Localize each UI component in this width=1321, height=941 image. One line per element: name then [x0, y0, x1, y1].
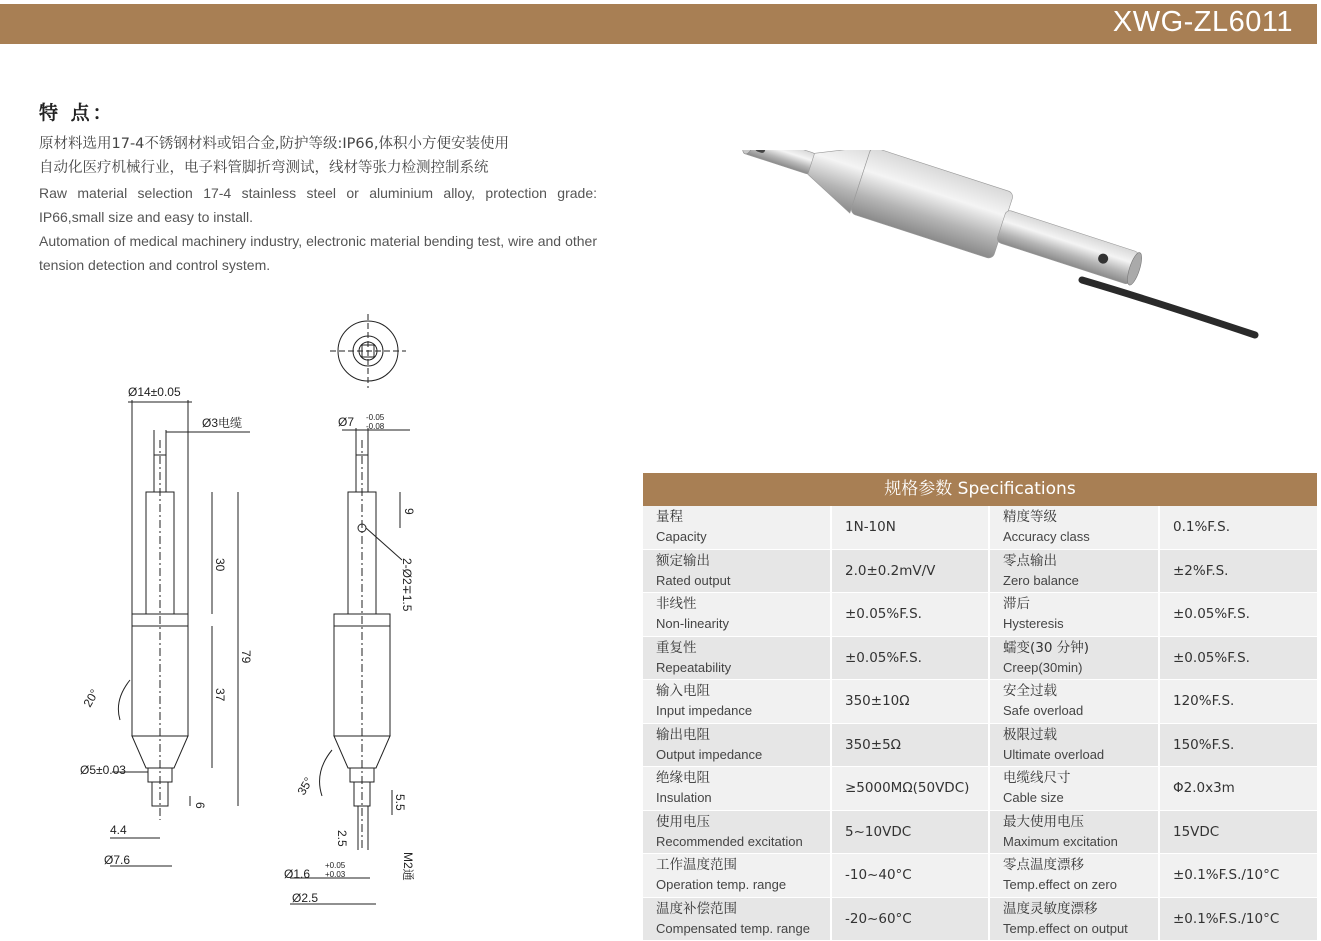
spec-label-en: Zero balance	[1003, 572, 1079, 588]
spec-row	[643, 854, 1317, 898]
spec-label	[990, 898, 1160, 941]
spec-label-en: Temp.effect on zero	[1003, 877, 1117, 893]
features-title: 特 点：	[39, 102, 115, 124]
spec-label-cn: 最大使用电压	[1003, 813, 1084, 830]
spec-label-en: Maximum excitation	[1003, 833, 1118, 849]
dim-d5: Ø5±0.03	[80, 763, 126, 777]
dim-d7-6: Ø7.6	[104, 853, 131, 867]
spec-label-cn: 滞后	[1003, 596, 1030, 613]
dim-l2-5: 2.5	[335, 830, 349, 847]
spec-label	[643, 550, 832, 593]
spec-value: -20~60°C	[832, 898, 990, 941]
spec-label-en: Insulation	[656, 790, 712, 806]
spec-label	[643, 593, 832, 636]
spec-label	[643, 680, 832, 723]
dim-l5-5: 5.5	[393, 794, 407, 811]
spec-label-en: Safe overload	[1003, 703, 1084, 719]
spec-label-cn: 安全过载	[1003, 683, 1057, 700]
dim-m2: M2通	[401, 852, 415, 881]
spec-label	[990, 767, 1160, 810]
spec-label-cn: 额定输出	[656, 552, 710, 569]
spec-value: ±2%F.S.	[1173, 562, 1229, 579]
spec-label	[990, 724, 1160, 767]
dim-d2-5: Ø2.5	[292, 891, 319, 905]
dim-hole: 2-Ø2∓1.5	[400, 558, 414, 612]
spec-value: 0.1%F.S.	[1173, 519, 1231, 536]
spec-label-cn: 重复性	[656, 639, 697, 656]
spec-label-en: Output impedance	[656, 746, 763, 762]
spec-value: 2.0±0.2mV/V	[832, 550, 990, 593]
spec-label-cn: 使用电压	[656, 813, 710, 830]
spec-label-en: Ultimate overload	[1003, 746, 1105, 762]
spec-label	[643, 854, 832, 897]
spec-label-cn: 非线性	[656, 596, 697, 613]
spec-label	[643, 811, 832, 854]
spec-label	[643, 506, 832, 549]
spec-label-cn: 电缆线尺寸	[1003, 770, 1071, 787]
spec-label	[643, 724, 832, 767]
spec-row	[643, 506, 1317, 550]
spec-row	[643, 680, 1317, 724]
technical-drawing	[70, 310, 450, 920]
dim-l6: 6	[193, 802, 207, 809]
spec-label	[643, 637, 832, 680]
spec-label-cn: 工作温度范围	[656, 857, 737, 874]
spec-label	[990, 811, 1160, 854]
spec-label-en: Compensated temp. range	[656, 920, 810, 936]
spec-label-cn: 精度等级	[1003, 509, 1057, 526]
spec-label-cn: 输出电阻	[656, 726, 710, 743]
dim-angle35: 35°	[294, 774, 316, 798]
features-cn-line2: 自动化医疗机械行业，电子料管脚折弯测试，线材等张力检测控制系统	[39, 160, 489, 176]
spec-title: 规格参数 Specifications	[643, 473, 1317, 506]
spec-label-en: Recommended excitation	[656, 833, 803, 849]
features-cn-line1: 原材料选用17-4不锈钢材料或铝合金,防护等级:IP66,体积小方便安装使用	[39, 136, 509, 152]
spec-label-cn: 量程	[656, 509, 683, 526]
spec-value: ±0.05%F.S.	[1173, 606, 1250, 623]
dim-d14: Ø14±0.05	[128, 385, 181, 399]
spec-label-en: Accuracy class	[1003, 529, 1090, 545]
spec-row	[643, 898, 1317, 941]
spec-value: 350±10Ω	[832, 680, 990, 723]
spec-label-en: Creep(30min)	[1003, 659, 1083, 675]
dim-d1-6-tol-bot: +0.03	[325, 870, 346, 879]
spec-value: Φ2.0x3m	[1173, 780, 1235, 797]
spec-label-en: Input impedance	[656, 703, 753, 719]
spec-label-cn: 输入电阻	[656, 683, 710, 700]
spec-label-cn: 温度灵敏度漂移	[1003, 900, 1098, 917]
spec-label	[990, 506, 1160, 549]
spec-value: 120%F.S.	[1173, 693, 1235, 710]
spec-label-cn: 绝缘电阻	[656, 770, 710, 787]
spec-value: 150%F.S.	[1173, 736, 1235, 753]
spec-label-cn: 零点温度漂移	[1003, 857, 1084, 874]
spec-label	[990, 593, 1160, 636]
spec-row	[643, 637, 1317, 681]
spec-label	[990, 680, 1160, 723]
spec-label-cn: 蠕变(30 分钟)	[1003, 639, 1090, 656]
spec-row	[643, 767, 1317, 811]
spec-value: ≥5000MΩ(50VDC)	[832, 767, 990, 810]
spec-label	[643, 767, 832, 810]
spec-rows	[643, 506, 1317, 941]
spec-label-en: Cable size	[1003, 790, 1064, 806]
spec-value: -10~40°C	[832, 854, 990, 897]
spec-label-cn: 零点输出	[1003, 552, 1057, 569]
spec-label-en: Hysteresis	[1003, 616, 1064, 632]
dim-l37: 37	[213, 688, 227, 702]
spec-label	[990, 854, 1160, 897]
spec-value: ±0.1%F.S./10°C	[1173, 867, 1280, 884]
dim-l9: 9	[402, 508, 416, 515]
dim-d7-tol-bot: -0.08	[366, 422, 385, 431]
spec-label-cn: 温度补偿范围	[656, 900, 737, 917]
spec-label-en: Rated output	[656, 572, 731, 588]
spec-row	[643, 593, 1317, 637]
product-photo	[710, 150, 1270, 350]
dim-d1-6-tol-top: +0.05	[325, 861, 346, 870]
spec-row	[643, 811, 1317, 855]
spec-value: ±0.05%F.S.	[832, 593, 990, 636]
features-en-para2: Automation of medical machinery industry, electronic material bending test, wire and other tension detection and control system.	[39, 233, 597, 273]
header-bar	[0, 4, 1317, 44]
dim-l30: 30	[213, 558, 227, 572]
spec-value: 1N-10N	[832, 506, 990, 549]
spec-value: ±0.1%F.S./10°C	[1173, 910, 1280, 927]
spec-value: 350±5Ω	[832, 724, 990, 767]
spec-label-en: Non-linearity	[656, 616, 729, 632]
features-en-para1: Raw material selection 17-4 stainless steel or aluminium alloy, protection grade: IP66,small size and easy to install.	[39, 185, 597, 225]
dim-d7-tol-top: -0.05	[366, 413, 385, 422]
spec-label-en: Capacity	[656, 529, 707, 545]
spec-row	[643, 724, 1317, 768]
dim-angle20: 20°	[80, 686, 102, 710]
dim-l79: 79	[239, 650, 253, 664]
spec-label-en: Operation temp. range	[656, 877, 787, 893]
spec-value: 15VDC	[1173, 823, 1220, 840]
spec-label-en: Temp.effect on output	[1003, 920, 1128, 936]
spec-value: ±0.05%F.S.	[1173, 649, 1250, 666]
dim-d3-cable: Ø3电缆	[202, 416, 243, 430]
spec-value: ±0.05%F.S.	[832, 637, 990, 680]
dim-l4-4: 4.4	[110, 823, 127, 837]
dim-d7: Ø7	[338, 415, 355, 429]
spec-label	[643, 898, 832, 941]
model-title: XWG-ZL6011	[1112, 6, 1293, 38]
spec-value: 5~10VDC	[832, 811, 990, 854]
spec-label	[990, 637, 1160, 680]
spec-row	[643, 550, 1317, 594]
spec-table	[643, 473, 1317, 941]
spec-label-cn: 极限过载	[1003, 726, 1057, 743]
dim-d1-6: Ø1.6	[284, 867, 311, 881]
spec-label-en: Repeatability	[656, 659, 732, 675]
spec-label	[990, 550, 1160, 593]
